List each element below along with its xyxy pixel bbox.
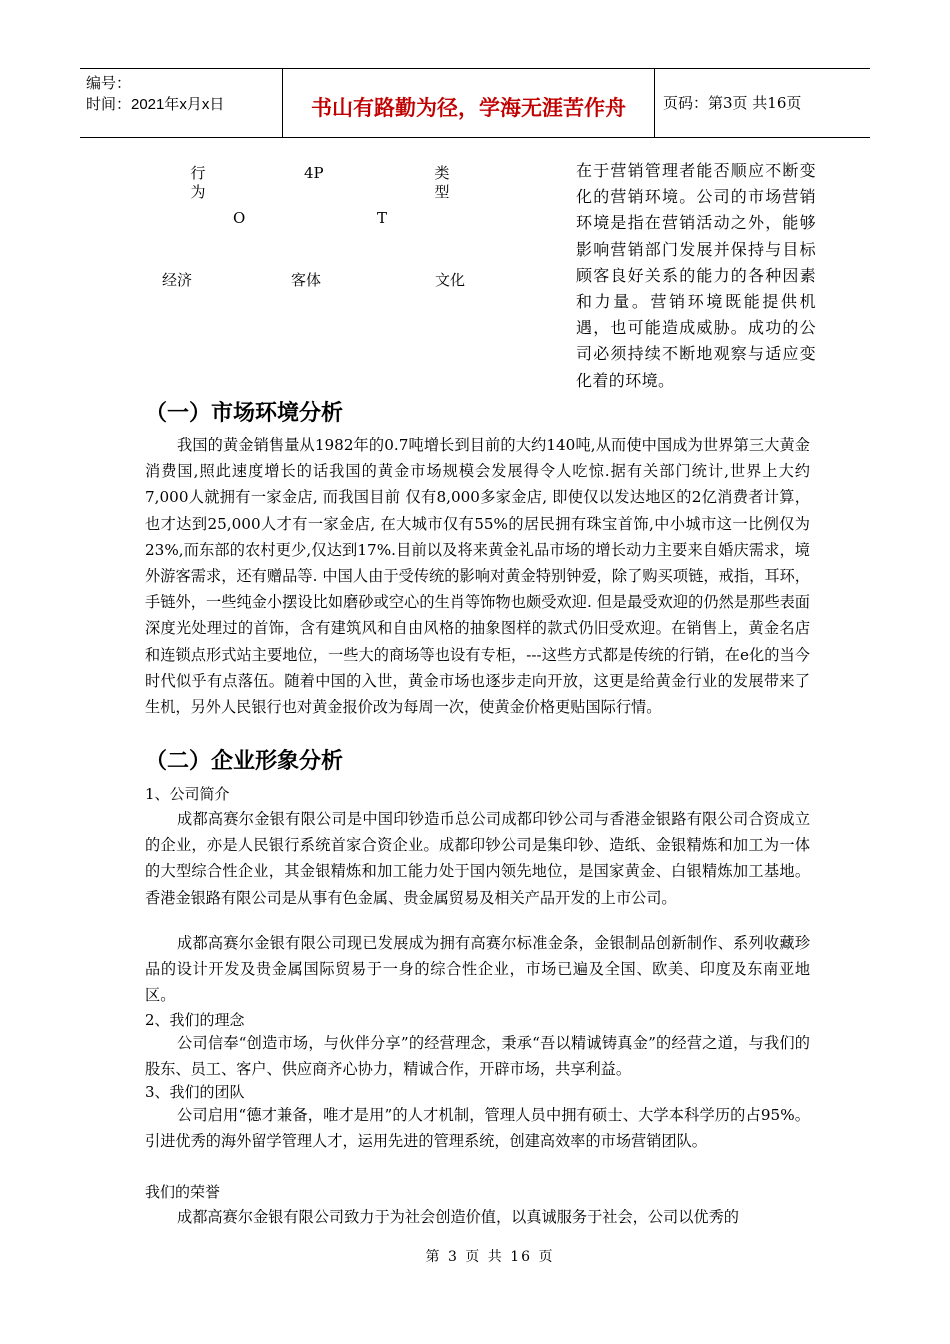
honors-paragraph: 成都高赛尔金银有限公司致力于为社会创造价值，以真诚服务于社会，公司以优秀的 [177, 1208, 739, 1226]
date-label: 时间：2021年x月x日 [86, 96, 225, 113]
section1-paragraph: 我国的黄金销售量从1982年的0.7吨增长到目前的大约140吨,从而使中国成为世界第三大黄金消费国,照此速度增长的话我国的黄金市场规模会发展得令人吃惊.据有关部门统计,世界上大约7,000人就拥有一家金店, 而我国目前 仅有8,000多家金店, 即使仅以发达地区的2亿消费者计算，也才达到25,000人才有一家金店, 在大城市仅有55%的居民拥有珠宝首饰,中小城市这一比例仅为23%,而东部的农村更少,仅达到17%.目前以及将来黄金礼品市场的增长动力主要来自婚庆需求，境外游客需求，还有赠品等. 中国人由于受传统的影响对黄金特别钟爱，除了购买项链，戒指，耳环，手链外，一些纯金小摆设比如磨砂或空心的生肖等饰物也颇受欢迎. 但是最受欢迎的仍然是那些表面深度光处理过的首饰，含有建筑风和自由风格的抽象图样的款式仍旧受欢迎。在销售上，黄金名店和连锁点形式站主要地位，一些大的商场等也设有专柜，---这些方式都是传统的行销，在e化的当今时代似乎有点落伍。随着中国的入世，黄金市场也逐步走向开放，这更是给黄金行业的发展带来了生机，另外人民银行也对黄金报价改为每周一次，使黄金价格更贴国际行情。 [145, 436, 810, 717]
page-footer: 第 3 页 共 16 页 [425, 1249, 555, 1265]
side-paragraph: 在于营销管理者能否顺应不断变化的营销环境。公司的市场营销环境是指在营销活动之外，能够影响营销部门发展并保持与目标顾客良好关系的能力的各种因素和力量。营销环境既能提供机遇，也可能造成威胁。成功的公司必须持续不断地观察与适应变化着的环境。 [576, 161, 816, 390]
diagram-4p: 4P [304, 164, 324, 182]
header-motto: 书山有路勤为径，学海无涯苦作舟 [283, 69, 655, 137]
diagram-t: T [377, 209, 388, 227]
philosophy-paragraph: 公司信奉“创造市场，与伙伴分享”的经营理念，秉承“吾以精诚铸真金”的经营之道，与我们的股东、员工、客户、供应商齐心协力，精诚合作，开辟市场，共享利益。 [145, 1034, 810, 1079]
diagram-behavior: 行 为 [190, 164, 206, 201]
section2-title: （二）企业形象分析 [145, 749, 344, 774]
company-scope-paragraph: 成都高赛尔金银有限公司现已发展成为拥有高赛尔标准金条，金银制品创新制作、系列收藏珍品的设计开发及贵金属国际贸易于一身的综合性企业，市场已遍及全国、欧美、印度及东南亚地区。 [145, 934, 810, 1005]
item-honors: 我们的荣誉 [145, 1183, 221, 1201]
item-philosophy: 2、我们的理念 [145, 1011, 245, 1029]
header-page-label: 页码：第3页 共16页 [663, 93, 802, 112]
team-paragraph: 公司启用“德才兼备，唯才是用”的人才机制，管理人员中拥有硕士、大学本科学历的占95%。引进优秀的海外留学管理人才，运用先进的管理系统，创建高效率的市场营销团队。 [145, 1106, 810, 1151]
item-team: 3、我们的团队 [145, 1083, 245, 1101]
company-intro-paragraph: 成都高赛尔金银有限公司是中国印钞造币总公司成都印钞公司与香港金银路有限公司合资成立的企业，亦是人民银行系统首家合资企业。成都印钞公司是集印钞、造纸、金银精炼和加工为一体的大型综合性企业，其金银精炼和加工能力处于国内领先地位，是国家黄金、白银精炼加工基地。香港金银路有限公司是从事有色金属、贵金属贸易及相关产品开发的上市公司。 [145, 810, 810, 907]
diagram-object: 客体 [291, 271, 322, 289]
environment-diagram [140, 160, 560, 300]
diagram-o: O [233, 209, 246, 227]
header-meta [80, 69, 283, 137]
diagram-culture: 文化 [435, 271, 466, 289]
page-header [80, 68, 870, 138]
section1-title: （一）市场环境分析 [145, 401, 344, 426]
item-company-intro: 1、公司简介 [145, 785, 230, 803]
diagram-economy: 经济 [162, 271, 193, 289]
diagram-type: 类 型 [434, 164, 450, 201]
number-label: 编号： [86, 75, 132, 92]
